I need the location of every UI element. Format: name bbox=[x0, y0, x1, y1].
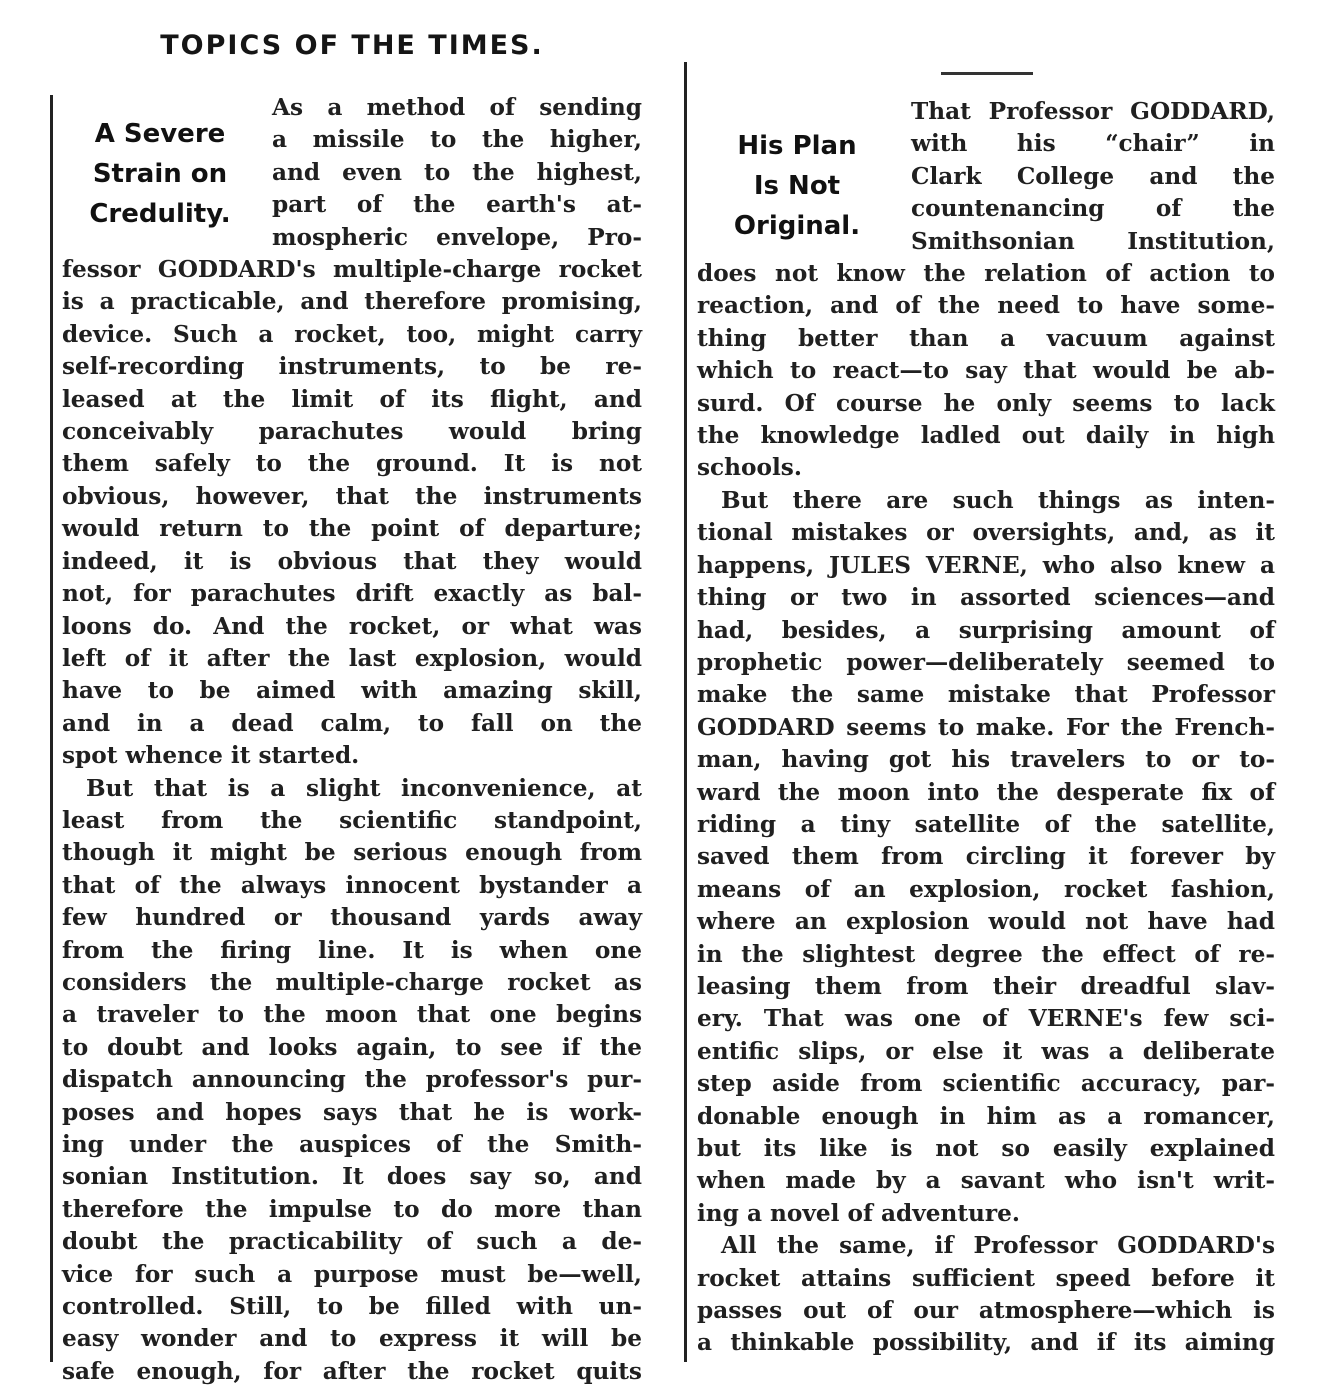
text-line: them safely to the ground. It is not bbox=[62, 450, 642, 478]
text-line: Clark College and the bbox=[911, 162, 1275, 190]
text-line: But there are such things as inten- bbox=[721, 486, 1275, 514]
text-line: donable enough in him as a romancer, bbox=[697, 1102, 1275, 1130]
text-line: a thinkable possibility, and if its aiming bbox=[697, 1329, 1275, 1357]
text-line: considers the multiple-charge rocket as bbox=[62, 968, 642, 996]
text-line: where an explosion would not have had bbox=[697, 908, 1275, 936]
text-line: Smithsonian Institution, bbox=[911, 227, 1275, 255]
text-line: dispatch announcing the professor's pur- bbox=[62, 1066, 642, 1094]
right-side-headline bbox=[697, 126, 897, 246]
text-line: entific slips, or else it was a deliberate bbox=[697, 1037, 1275, 1065]
text-line: left of it after the last explosion, would bbox=[62, 644, 642, 672]
text-line: few hundred or thousand yards away bbox=[62, 904, 642, 932]
text-line: spot whence it started. bbox=[62, 742, 360, 770]
text-line: leasing them from their dreadful slav- bbox=[697, 972, 1275, 1000]
text-line: but its like is not so easily explained bbox=[697, 1135, 1275, 1162]
text-line: to doubt and looks again, to see if the bbox=[62, 1033, 642, 1061]
text-line: tional mistakes or oversights, and, as it bbox=[697, 519, 1275, 547]
text-line: loons do. And the rocket, or what was bbox=[62, 612, 642, 640]
text-line: thing or two in assorted sciences—and bbox=[697, 584, 1275, 612]
text-line: passes out of our atmosphere—which is bbox=[697, 1297, 1275, 1325]
right-body bbox=[697, 96, 1275, 1360]
text-line: the knowledge ladled out daily in high bbox=[697, 422, 1275, 450]
headline-line: Strain on bbox=[92, 159, 228, 189]
text-line: and in a dead calm, to fall on the bbox=[62, 709, 642, 737]
text-line: with his “chair” in bbox=[911, 130, 1275, 158]
text-line: when made by a savant who isn't writ- bbox=[697, 1167, 1275, 1195]
text-line: happens, JULES VERNE, who also knew a bbox=[697, 551, 1275, 579]
text-line: riding a tiny satellite of the satellite, bbox=[697, 810, 1275, 838]
text-line: sonian Institution. It does say so, and bbox=[62, 1163, 642, 1191]
text-line: a missile to the higher, bbox=[272, 126, 642, 154]
left-side-headline bbox=[62, 114, 258, 234]
text-line: ing a novel of adventure. bbox=[697, 1199, 1020, 1227]
column-rule-middle bbox=[684, 62, 687, 1362]
text-line: That Professor GODDARD, bbox=[911, 98, 1275, 125]
text-line: reaction, and of the need to have some- bbox=[697, 292, 1275, 320]
text-line: part of the earth's at- bbox=[272, 191, 642, 219]
text-line: leased at the limit of its flight, and bbox=[62, 385, 642, 413]
text-line: is a practicable, and therefore promising, bbox=[62, 288, 642, 316]
text-line: had, besides, a surprising amount of bbox=[697, 616, 1275, 644]
text-line: least from the scientific standpoint, bbox=[62, 806, 642, 834]
text-line: in the slightest degree the effect of re- bbox=[697, 940, 1275, 968]
headline-line: A Severe bbox=[94, 119, 226, 149]
text-line: safe enough, for after the rocket quits bbox=[62, 1357, 642, 1385]
text-line: which to react—to say that would be ab- bbox=[697, 357, 1275, 385]
text-line: a traveler to the moon that one begins bbox=[62, 1001, 642, 1029]
text-line: But that is a slight inconvenience, at bbox=[86, 774, 642, 802]
paragraph bbox=[62, 773, 642, 1388]
headline-line: Original. bbox=[733, 211, 861, 241]
headline-line: His Plan bbox=[737, 131, 857, 161]
text-line: indeed, it is obvious that they would bbox=[62, 547, 642, 575]
text-line: means of an explosion, rocket fashion, bbox=[697, 875, 1275, 903]
text-line: All the same, if Professor GODDARD's bbox=[721, 1232, 1275, 1260]
headline-line: Is Not bbox=[753, 171, 841, 201]
text-line: controlled. Still, to be filled with un- bbox=[62, 1293, 642, 1321]
article-left bbox=[62, 92, 642, 1388]
text-line: mospheric envelope, Pro- bbox=[272, 223, 642, 251]
text-line: rocket attains sufficient speed before it bbox=[697, 1264, 1275, 1292]
text-line: thing better than a vacuum against bbox=[697, 324, 1275, 352]
text-line: man, having got his travelers to or to- bbox=[697, 746, 1275, 774]
text-line: and even to the highest, bbox=[272, 158, 642, 186]
text-line: countenancing of the bbox=[911, 195, 1275, 223]
text-line: does not know the relation of action to bbox=[697, 260, 1275, 288]
text-line: prophetic power—deliberately seemed to bbox=[697, 648, 1275, 676]
text-line: though it might be serious enough from bbox=[62, 839, 642, 867]
left-body bbox=[62, 92, 642, 1388]
text-line: ing under the auspices of the Smith- bbox=[62, 1131, 642, 1158]
text-line: ery. That was one of VERNE's few sci- bbox=[697, 1005, 1275, 1033]
text-line: vice for such a purpose must be—well, bbox=[62, 1260, 642, 1288]
masthead-title: TOPICS OF THE TIMES. bbox=[160, 30, 544, 61]
text-line: not, for parachutes drift exactly as bal- bbox=[62, 580, 642, 608]
text-line: GODDARD seems to make. For the French- bbox=[697, 713, 1275, 741]
section-divider bbox=[941, 72, 1033, 75]
text-line: doubt the practicability of such a de- bbox=[62, 1228, 642, 1256]
text-line: self-recording instruments, to be re- bbox=[62, 353, 642, 381]
text-line: As a method of sending bbox=[272, 94, 642, 121]
text-line: step aside from scientific accuracy, par- bbox=[697, 1070, 1275, 1098]
text-line: device. Such a rocket, too, might carry bbox=[62, 320, 642, 348]
paragraph bbox=[697, 485, 1275, 1230]
headline-line: Credulity. bbox=[89, 199, 231, 229]
text-line: saved them from circling it forever by bbox=[697, 843, 1275, 871]
text-line: therefore the impulse to do more than bbox=[62, 1195, 642, 1223]
text-line: surd. Of course he only seems to lack bbox=[697, 389, 1275, 417]
paragraph bbox=[697, 1230, 1275, 1360]
text-line: easy wonder and to express it will be bbox=[62, 1325, 642, 1353]
text-line: poses and hopes says that he is work- bbox=[62, 1098, 642, 1126]
text-line: would return to the point of departure; bbox=[62, 515, 642, 543]
text-line: obvious, however, that the instruments bbox=[62, 482, 642, 510]
text-line: ward the moon into the desperate fix of bbox=[697, 778, 1275, 806]
text-line: fessor GODDARD's multiple-charge rocket bbox=[62, 256, 642, 284]
text-line: make the same mistake that Professor bbox=[697, 681, 1275, 709]
text-line: conceivably parachutes would bring bbox=[62, 418, 642, 446]
text-line: schools. bbox=[697, 454, 802, 482]
article-right bbox=[697, 96, 1275, 1360]
text-line: from the firing line. It is when one bbox=[62, 936, 642, 964]
text-line: have to be aimed with amazing skill, bbox=[62, 677, 642, 705]
text-line: that of the always innocent bystander a bbox=[62, 871, 642, 899]
column-rule-left bbox=[50, 95, 53, 1362]
